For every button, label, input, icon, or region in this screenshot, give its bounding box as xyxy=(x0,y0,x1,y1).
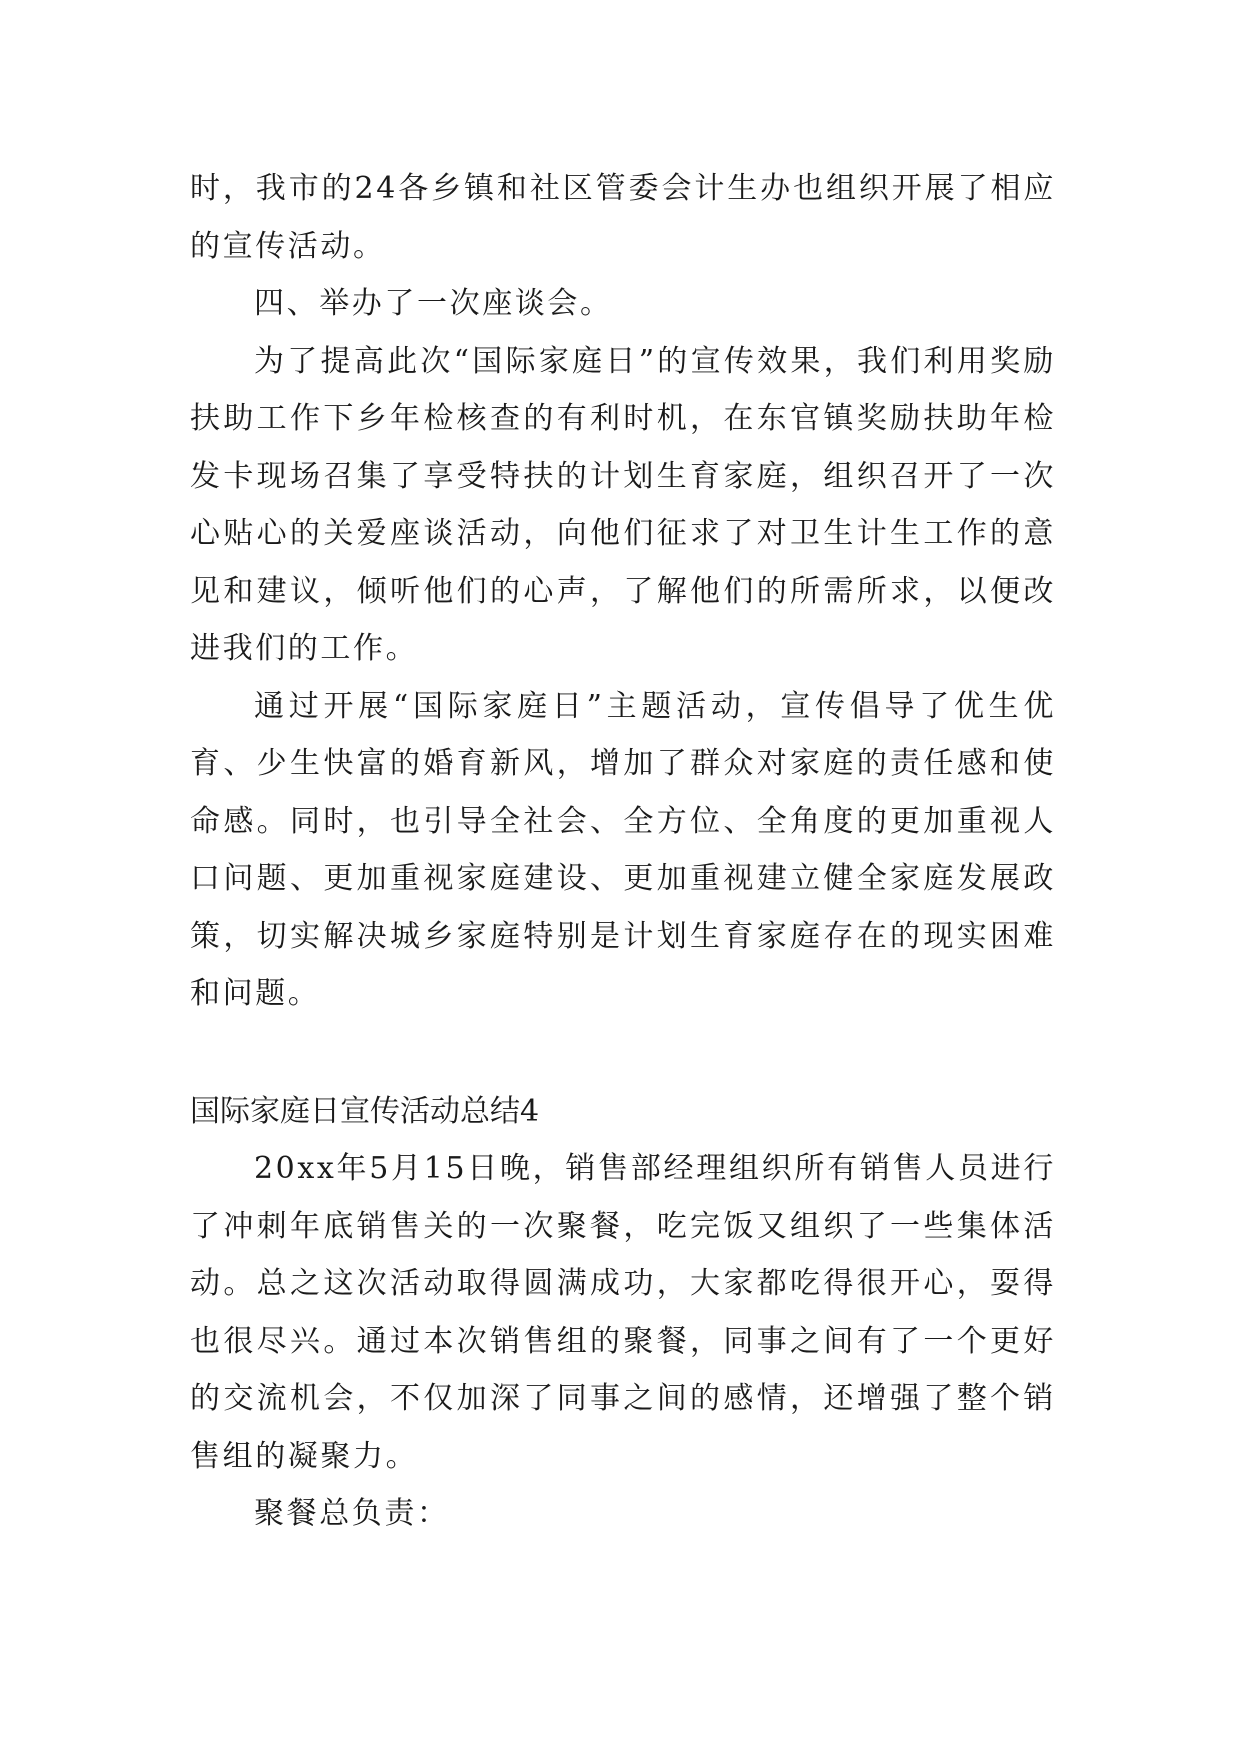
paragraph-dinner: 20xx年5月15日晚，销售部经理组织所有销售人员进行了冲刺年底销售关的一次聚餐，吃完饭又组织了一些集体活动。总之这次活动取得圆满成功，大家都吃得很开心，耍得也很尽兴。通过本次销售组的聚餐，同事之间有了一个更好的交流机会，不仅加深了同事之间的感情，还增强了整个销售组的凝聚力。 xyxy=(190,1151,1056,1474)
paragraph-heading-four: 四、举办了一次座谈会。 xyxy=(254,286,613,321)
document-body xyxy=(190,160,1056,1543)
paragraph-symposium: 为了提高此次“国际家庭日”的宣传效果，我们利用奖励扶助工作下乡年检核查的有利时机，在东官镇奖励扶助年检发卡现场召集了享受特扶的计划生育家庭，组织召开了一次心贴心的关爱座谈活动，向他们征求了对卫生计生工作的意见和建议，倾听他们的心声，了解他们的所需所求，以便改进我们的工作。 xyxy=(190,343,1056,666)
section-title: 国际家庭日宣传活动总结4 xyxy=(190,1093,540,1129)
paragraph-conclusion: 通过开展“国际家庭日”主题活动，宣传倡导了优生优育、少生快富的婚育新风，增加了群众对家庭的责任感和使命感。同时，也引导全社会、全方位、全角度的更加重视人口问题、更加重视家庭建设、更加重视建立健全家庭发展政策，切实解决城乡家庭特别是计划生育家庭存在的现实困难和问题。 xyxy=(190,688,1056,1011)
paragraph-organizer: 聚餐总负责： xyxy=(254,1496,450,1531)
paragraph-continuation: 时，我市的24各乡镇和社区管委会计生办也组织开展了相应的宣传活动。 xyxy=(190,171,1056,264)
